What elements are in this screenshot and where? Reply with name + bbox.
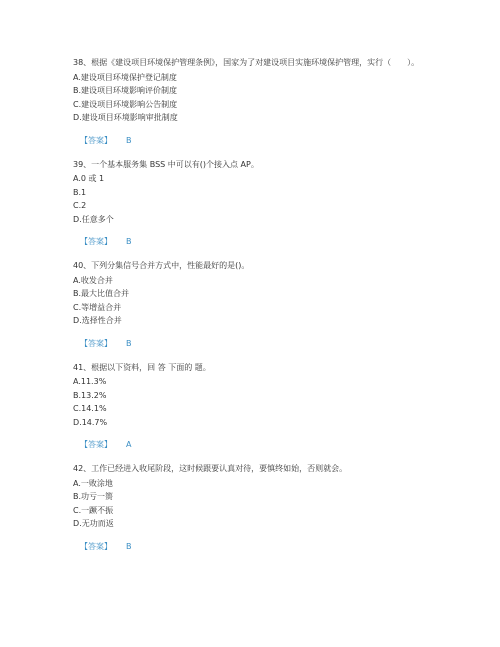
answer-value: B bbox=[126, 338, 132, 348]
answer-label: 【答案】 bbox=[80, 440, 112, 449]
option-b: B.1 bbox=[73, 187, 87, 197]
option-c: C.等增益合并 bbox=[73, 302, 122, 312]
option-b: B.建设项目环境影响评价制度 bbox=[73, 86, 178, 95]
option-a: A.11.3% bbox=[73, 377, 107, 386]
option-c: C.2 bbox=[73, 201, 87, 210]
answer-value: B bbox=[126, 237, 132, 246]
answer-line bbox=[73, 541, 433, 553]
option-a: A.收发合并 bbox=[73, 275, 113, 285]
answer-value: A bbox=[126, 440, 132, 449]
question-text: 38、根据《建设项目环境保护管理条例》，国家为了对建设项目实施环境保护管理，实行（ ）。 bbox=[73, 58, 420, 67]
option-a: A.建设项目环境保护登记制度 bbox=[73, 72, 177, 82]
question-40 bbox=[73, 259, 433, 328]
option-c: C.14.1% bbox=[73, 404, 107, 413]
question-block-38 bbox=[73, 56, 433, 147]
question-block-39 bbox=[73, 158, 433, 249]
option-d: D.任意多个 bbox=[73, 214, 114, 224]
option-b: B.最大比值合并 bbox=[73, 289, 130, 298]
question-text: 42、工作已经进入收尾阶段，这时候跟要认真对待，要慎终如始，否则就会。 bbox=[73, 464, 348, 473]
answer-label: 【答案】 bbox=[80, 135, 112, 145]
option-d: D.建设项目环境影响审批制度 bbox=[73, 113, 178, 122]
option-c: C.建设项目环境影响公告制度 bbox=[73, 99, 178, 109]
question-42 bbox=[73, 462, 433, 531]
question-text: 40、下列分集信号合并方式中，性能最好的是()。 bbox=[73, 261, 250, 270]
answer-label: 【答案】 bbox=[80, 541, 112, 551]
answer-value: B bbox=[126, 541, 132, 551]
question-41 bbox=[73, 361, 433, 430]
question-block-41 bbox=[73, 361, 433, 452]
question-39 bbox=[73, 158, 433, 227]
answer-label: 【答案】 bbox=[80, 237, 112, 246]
option-c: C.一蹶不振 bbox=[73, 505, 114, 515]
question-list bbox=[73, 56, 433, 553]
question-text: 41、根据以下资料，回 答 下面的 题。 bbox=[73, 362, 211, 372]
answer-label: 【答案】 bbox=[80, 338, 112, 348]
answer-value: B bbox=[126, 135, 132, 145]
question-block-42 bbox=[73, 462, 433, 553]
option-d: D.14.7% bbox=[73, 417, 108, 427]
answer-line bbox=[73, 338, 433, 350]
option-b: B.功亏一篑 bbox=[73, 492, 114, 501]
answer-line bbox=[73, 135, 433, 147]
option-d: D.无功而返 bbox=[73, 519, 114, 528]
option-b: B.13.2% bbox=[73, 390, 107, 400]
option-a: A.一败涂地 bbox=[73, 478, 113, 488]
question-block-40 bbox=[73, 259, 433, 350]
option-a: A.0 或 1 bbox=[73, 174, 105, 183]
question-text: 39、一个基本服务集 BSS 中可以有()个接入点 AP。 bbox=[73, 159, 259, 169]
answer-line bbox=[73, 236, 433, 248]
answer-line bbox=[73, 439, 433, 451]
option-d: D.选择性合并 bbox=[73, 316, 122, 325]
question-38 bbox=[73, 56, 433, 125]
